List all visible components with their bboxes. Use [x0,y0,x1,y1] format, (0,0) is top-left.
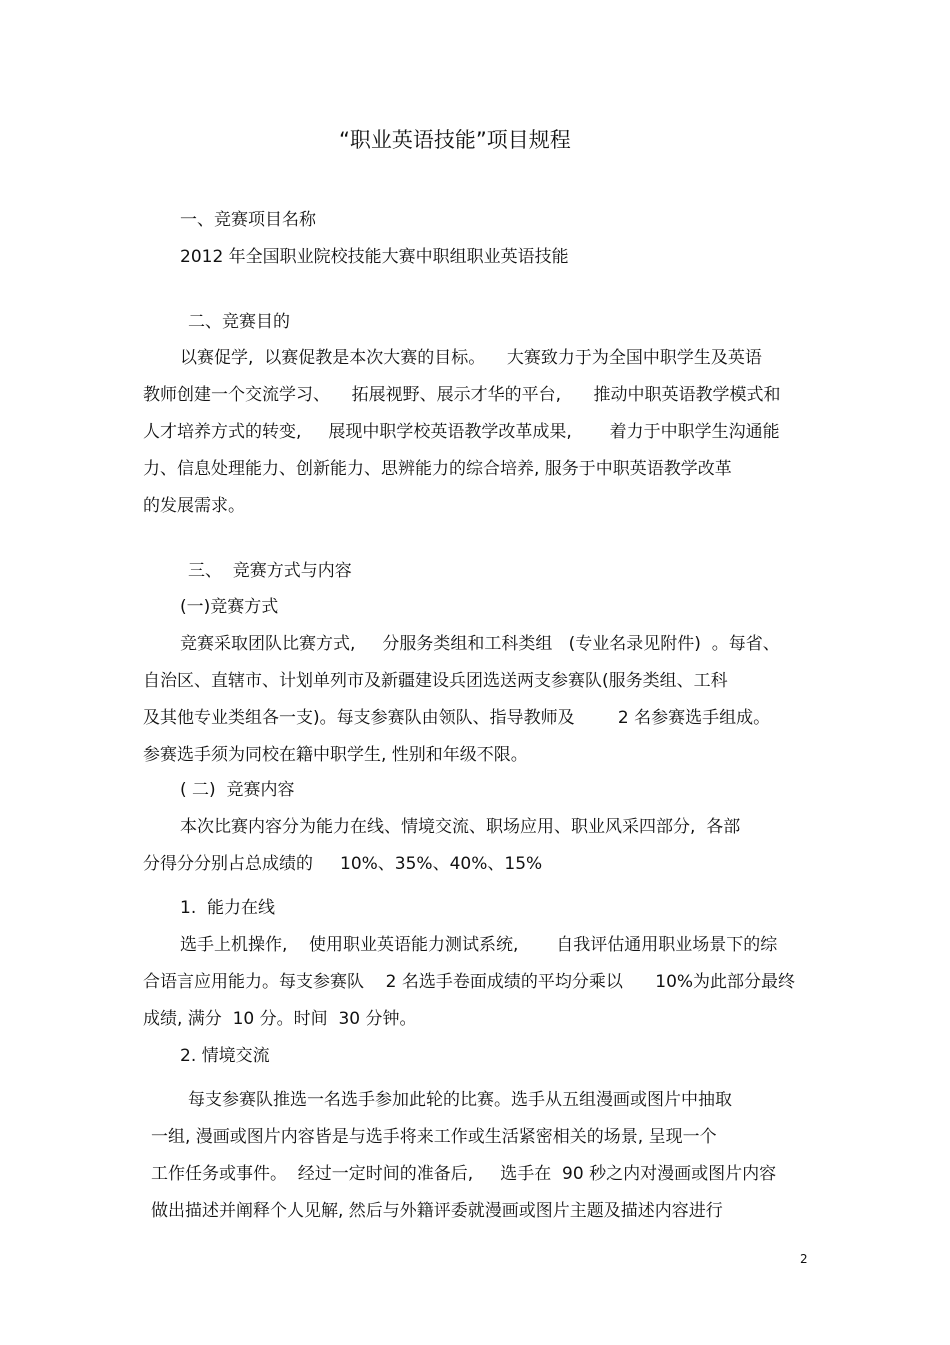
item-1-heading: 1. 能力在线 [180,898,276,918]
section-3-paragraph-line: 竞赛采取团队比赛方式, 分服务类组和工科类组 (专业名录见附件) 。每省、 [180,634,780,654]
subsection-2-heading: ( 二) 竞赛内容 [180,780,295,800]
section-2-heading: 二、竞赛目的 [188,312,290,332]
section-3-paragraph-line: 参赛选手须为同校在籍中职学生, 性别和年级不限。 [143,745,528,765]
page-number: 2 [800,1252,808,1266]
item-1-paragraph-line: 合语言应用能力。每支参赛队 2 名选手卷面成绩的平均分乘以 10%为此部分最终 [143,972,796,992]
section-2-paragraph-line: 以赛促学, 以赛促教是本次大赛的目标。 大赛致力于为全国中职学生及英语 [180,348,762,368]
item-1-paragraph-line: 成绩, 满分 10 分。时间 30 分钟。 [143,1009,417,1029]
item-2-paragraph-line: 每支参赛队推选一名选手参加此轮的比赛。选手从五组漫画或图片中抽取 [188,1090,732,1110]
section-2-paragraph-line: 人才培养方式的转变, 展现中职学校英语教学改革成果, 着力于中职学生沟通能 [143,422,780,442]
item-2-paragraph-line: 做出描述并阐释个人见解, 然后与外籍评委就漫画或图片主题及描述内容进行 [151,1201,723,1221]
subsection-1-heading: (一)竞赛方式 [180,597,279,617]
item-2-heading: 2. 情境交流 [180,1046,270,1066]
item-2-paragraph-line: 一组, 漫画或图片内容皆是与选手将来工作或生活紧密相关的场景, 呈现一个 [151,1127,717,1147]
section-3-paragraph-line: 及其他专业类组各一支)。每支参赛队由领队、指导教师及 2 名参赛选手组成。 [143,708,771,728]
section-3-heading: 三、 竞赛方式与内容 [188,561,352,581]
item-2-paragraph-line: 工作任务或事件。 经过一定时间的准备后, 选手在 90 秒之内对漫画或图片内容 [151,1164,777,1184]
section-1-heading: 一、竞赛项目名称 [180,210,316,230]
section-1-body: 2012 年全国职业院校技能大赛中职组职业英语技能 [180,247,569,267]
section-2-paragraph-line: 教师创建一个交流学习、 拓展视野、展示才华的平台, 推动中职英语教学模式和 [143,385,781,405]
page-title: “职业英语技能”项目规程 [339,128,571,152]
section-3-paragraph-line: 自治区、直辖市、计划单列市及新疆建设兵团选送两支参赛队(服务类组、工科 [143,671,728,691]
item-1-paragraph-line: 选手上机操作, 使用职业英语能力测试系统, 自我评估通用职业场景下的综 [180,935,778,955]
section-3-paragraph-line: 分得分分别占总成绩的 10%、35%、40%、15% [143,854,543,874]
section-2-paragraph-line: 的发展需求。 [143,496,245,516]
section-3-paragraph-line: 本次比赛内容分为能力在线、情境交流、职场应用、职业风采四部分, 各部 [180,817,741,837]
section-2-paragraph-line: 力、信息处理能力、创新能力、思辨能力的综合培养, 服务于中职英语教学改革 [143,459,732,479]
